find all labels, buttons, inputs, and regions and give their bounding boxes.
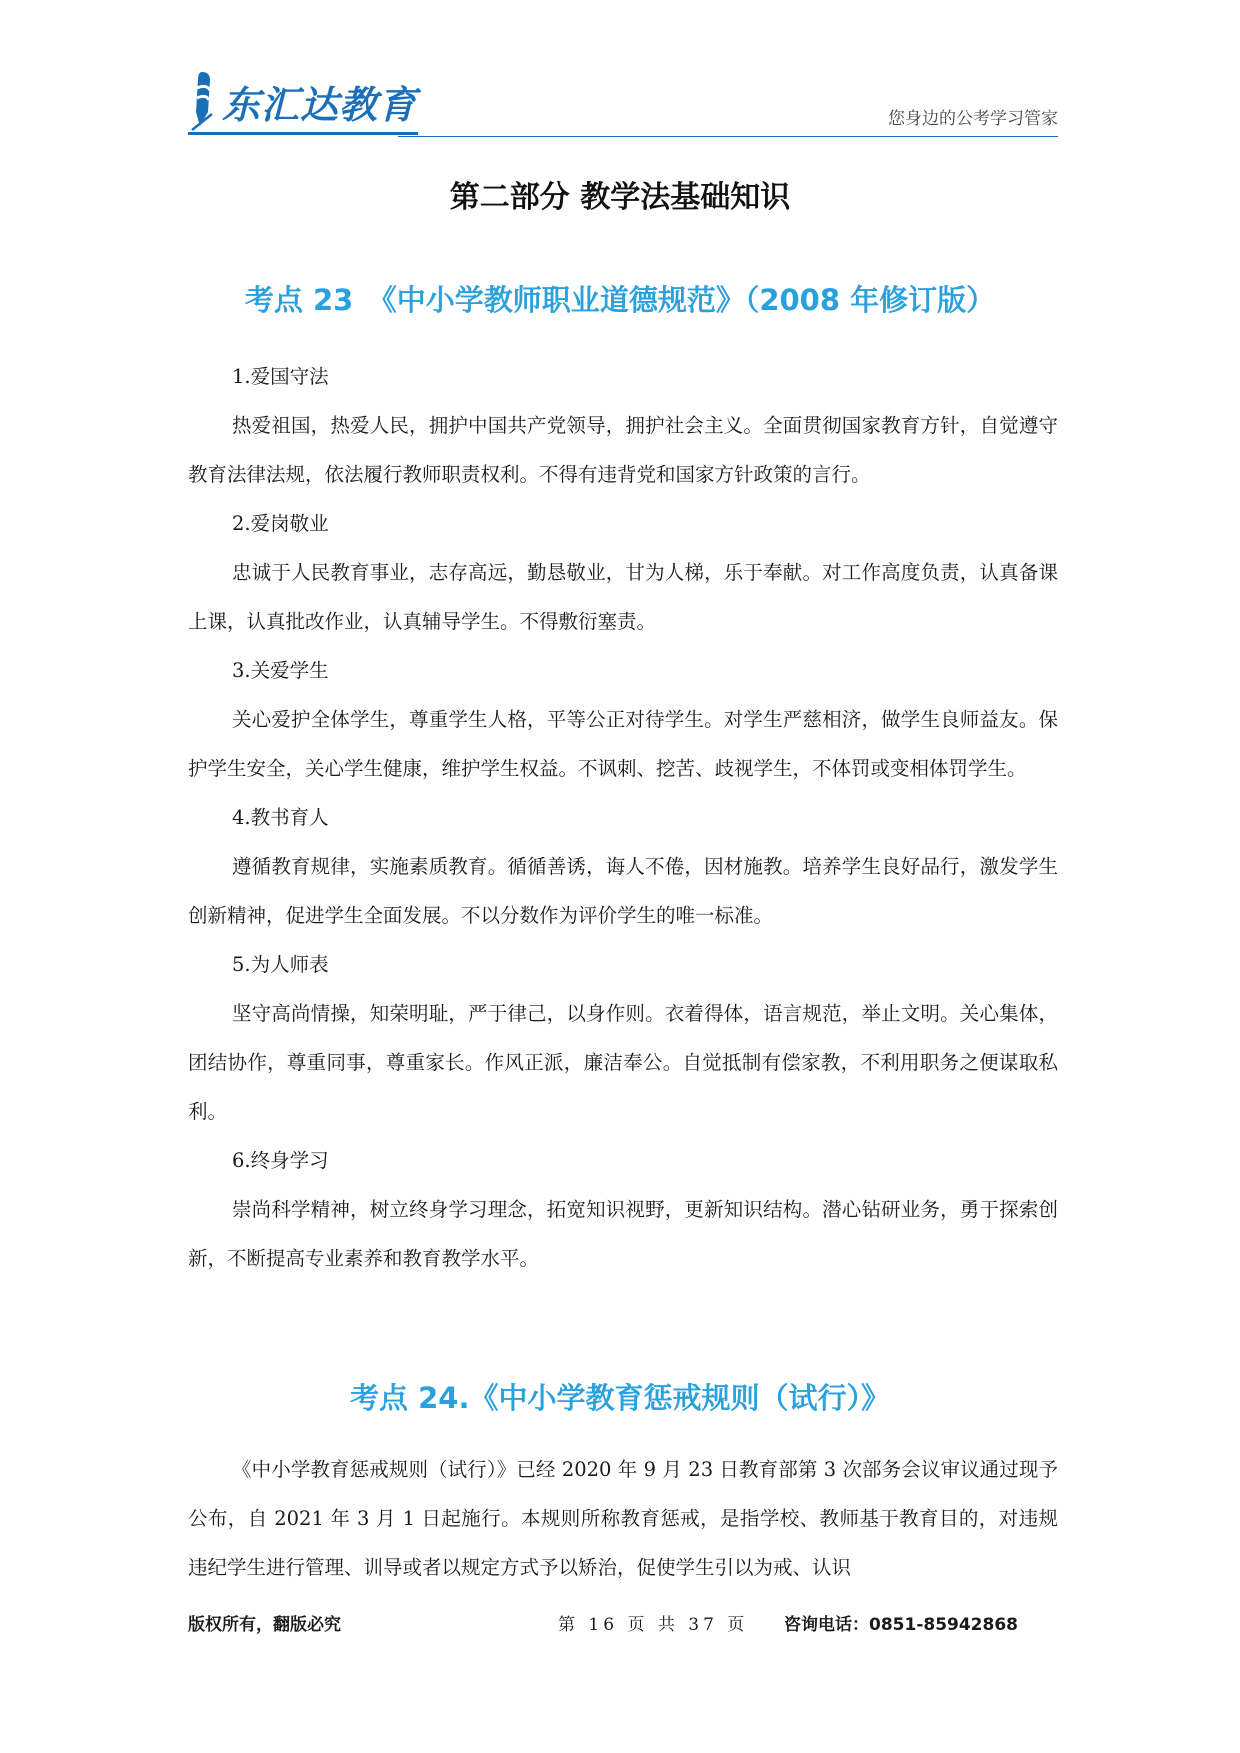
topic-23-title: 考点 23 《中小学教师职业道德规范》（2008 年修订版） bbox=[244, 283, 996, 317]
logo bbox=[188, 68, 417, 134]
logo-text: 东汇达教育 bbox=[222, 82, 418, 127]
item-heading: 5.为人师表 bbox=[232, 953, 329, 976]
item-text: 遵循教育规律，实施素质教育。循循善诱，诲人不倦，因材施教。培养学生良好品行，激发学生创新精神，促进学生全面发展。不以分数作为评价学生的唯一标准。 bbox=[188, 855, 1058, 927]
page-number: 第 16 页 共 37 页 bbox=[558, 1615, 749, 1635]
topic-23-content bbox=[188, 352, 1058, 1283]
copyright-notice: 版权所有，翻版必究 bbox=[188, 1615, 341, 1635]
contact-phone: 咨询电话：0851-85942868 bbox=[784, 1615, 1018, 1635]
topic-24-title: 考点 24.《中小学教育惩戒规则（试行）》 bbox=[350, 1381, 890, 1415]
page-header bbox=[188, 66, 1058, 138]
item-heading: 2.爱岗敬业 bbox=[232, 512, 329, 535]
part-title: 第二部分 教学法基础知识 bbox=[449, 180, 791, 215]
item-text: 崇尚科学精神，树立终身学习理念，拓宽知识视野，更新知识结构。潜心钻研业务，勇于探索创新，不断提高专业素养和教育教学水平。 bbox=[188, 1198, 1058, 1270]
header-rule bbox=[398, 136, 1058, 137]
item-text: 关心爱护全体学生，尊重学生人格，平等公正对待学生。对学生严慈相济，做学生良师益友。保护学生安全，关心学生健康，维护学生权益。不讽刺、挖苦、歧视学生，不体罚或变相体罚学生。 bbox=[188, 708, 1058, 780]
item-text: 热爱祖国，热爱人民，拥护中国共产党领导，拥护社会主义。全面贯彻国家教育方针，自觉遵守教育法律法规，依法履行教师职责权利。不得有违背党和国家方针政策的言行。 bbox=[188, 414, 1058, 486]
header-rule-thick bbox=[188, 132, 418, 135]
pencil-logo-icon bbox=[188, 68, 218, 134]
item-text: 坚守高尚情操，知荣明耻，严于律己，以身作则。衣着得体，语言规范，举止文明。关心集体，团结协作，尊重同事，尊重家长。作风正派，廉洁奉公。自觉抵制有偿家教，不利用职务之便谋取私利。 bbox=[188, 1002, 1058, 1123]
header-slogan: 您身边的公考学习管家 bbox=[888, 109, 1058, 129]
topic-24-content bbox=[188, 1445, 1058, 1592]
item-heading: 4.教书育人 bbox=[232, 806, 329, 829]
page-footer bbox=[188, 1610, 1058, 1640]
item-heading: 6.终身学习 bbox=[232, 1149, 329, 1172]
item-heading: 3.关爱学生 bbox=[232, 659, 329, 682]
item-heading: 1.爱国守法 bbox=[232, 365, 329, 388]
topic-24-text: 《中小学教育惩戒规则（试行）》已经 2020 年 9 月 23 日教育部第 3 次部务会议审议通过现予公布，自 2021 年 3 月 1 日起施行。本规则所称教育惩戒，是指学校、教师基于教育目的，对违规违纪学生进行管理、训导或者以规定方式予以矫治，促使学生引以为戒、认识 bbox=[188, 1458, 1058, 1579]
item-text: 忠诚于人民教育事业，志存高远，勤恳敬业，甘为人梯，乐于奉献。对工作高度负责，认真备课上课，认真批改作业，认真辅导学生。不得敷衍塞责。 bbox=[188, 561, 1058, 633]
